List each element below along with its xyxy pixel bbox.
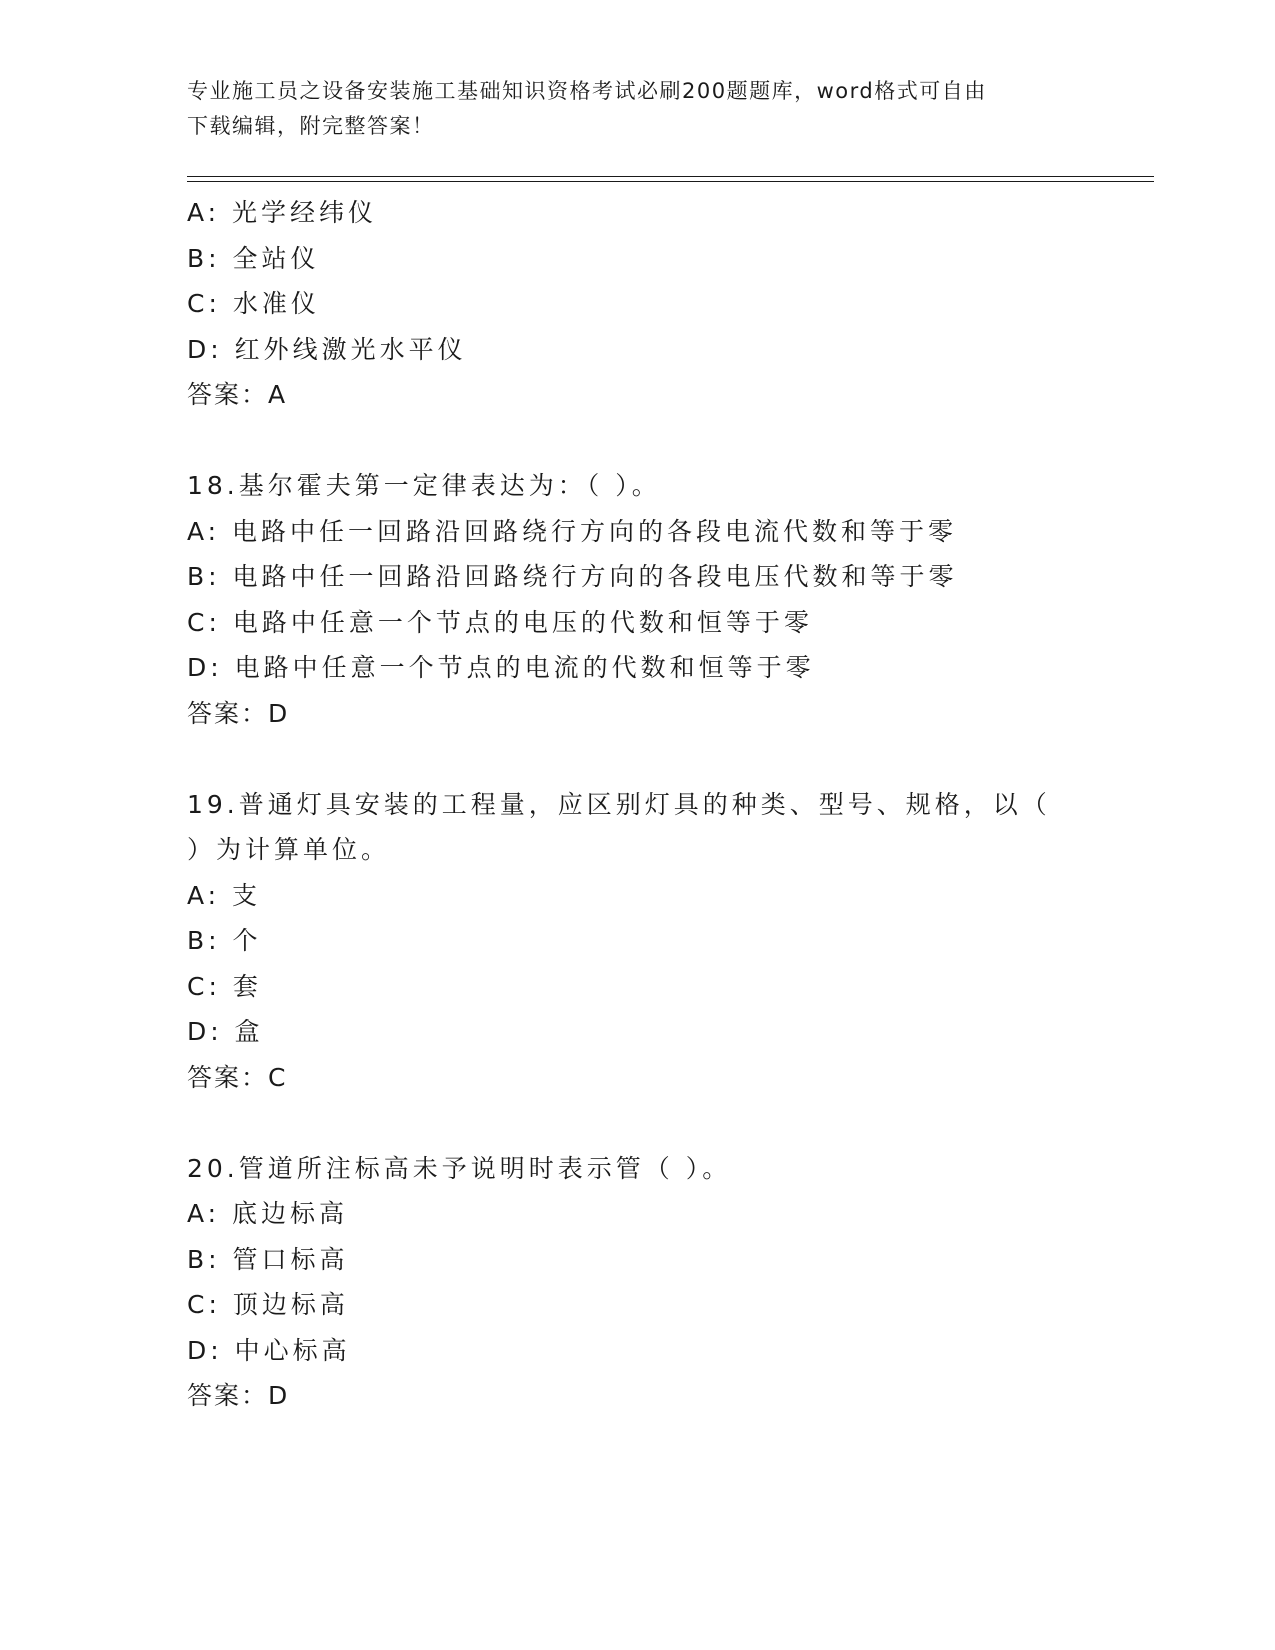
option-b: B: 管口标高 bbox=[187, 1244, 349, 1274]
question-19 bbox=[187, 782, 1137, 1101]
header-line-1: 专业施工员之设备安装施工基础知识资格考试必刷200题题库，word格式可自由 bbox=[187, 79, 987, 103]
answer: 答案：C bbox=[187, 1062, 288, 1092]
option-d: D: 中心标高 bbox=[187, 1335, 351, 1365]
spacer bbox=[187, 736, 1137, 782]
option-a: A: 底边标高 bbox=[187, 1199, 349, 1228]
spacer bbox=[187, 418, 1137, 464]
header-divider-top bbox=[187, 176, 1154, 177]
answer: 答案：D bbox=[187, 1381, 290, 1410]
option-c: C: 顶边标高 bbox=[187, 1290, 349, 1319]
option-d: D: 红外线激光水平仪 bbox=[187, 334, 467, 364]
option-c: C: 套 bbox=[187, 971, 262, 1001]
question-stem: 20.管道所注标高未予说明时表示管（ ）。 bbox=[187, 1153, 732, 1183]
question-stem-line-1: 19.普通灯具安装的工程量，应区别灯具的种类、型号、规格，以（ bbox=[187, 789, 1051, 819]
question-list bbox=[187, 190, 1137, 1419]
option-d: D: 电路中任意一个节点的电流的代数和恒等于零 bbox=[187, 653, 815, 682]
option-c: C: 电路中任意一个节点的电压的代数和恒等于零 bbox=[187, 607, 813, 637]
document-header bbox=[187, 74, 1087, 144]
answer: 答案：A bbox=[187, 380, 288, 409]
header-divider-bottom bbox=[187, 181, 1154, 182]
question-stem-line-2: ）为计算单位。 bbox=[187, 835, 391, 864]
option-a: A: 光学经纬仪 bbox=[187, 198, 378, 227]
question-17 bbox=[187, 190, 1137, 418]
header-line-2: 下载编辑，附完整答案！ bbox=[187, 114, 435, 138]
option-b: B: 个 bbox=[187, 926, 262, 955]
question-18 bbox=[187, 463, 1137, 736]
question-stem: 18.基尔霍夫第一定律表达为：（ ）。 bbox=[187, 471, 661, 500]
spacer bbox=[187, 1100, 1137, 1146]
answer: 答案：D bbox=[187, 698, 290, 728]
option-a: A: 电路中任一回路沿回路绕行方向的各段电流代数和等于零 bbox=[187, 516, 958, 546]
question-20 bbox=[187, 1146, 1137, 1419]
option-b: B: 电路中任一回路沿回路绕行方向的各段电压代数和等于零 bbox=[187, 562, 958, 591]
option-b: B: 全站仪 bbox=[187, 243, 320, 273]
option-d: D: 盒 bbox=[187, 1017, 264, 1046]
option-c: C: 水准仪 bbox=[187, 289, 320, 318]
option-a: A: 支 bbox=[187, 880, 262, 910]
